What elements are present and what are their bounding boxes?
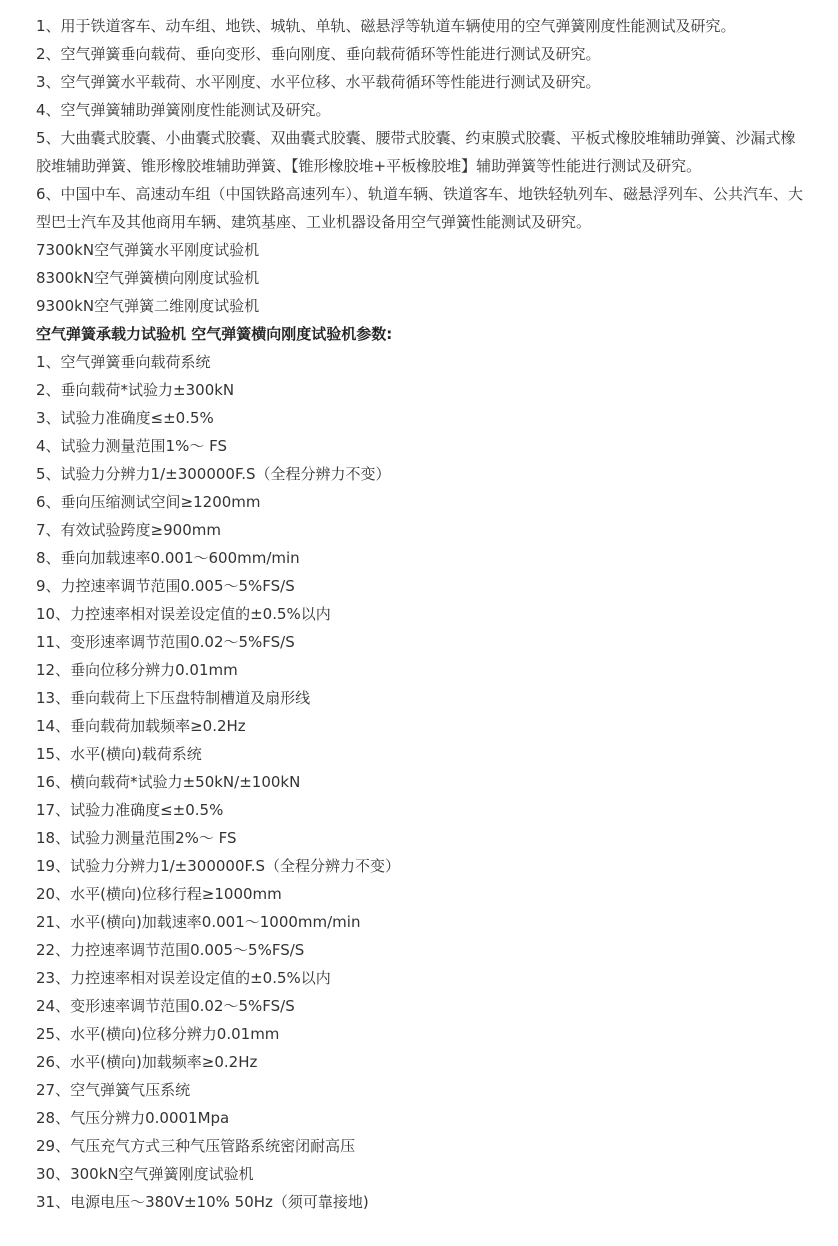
param-item: 14、垂向载荷加载频率≥0.2Hz	[36, 717, 246, 735]
param-item: 5、试验力分辨力1/±300000F.S（全程分辨力不变）	[36, 465, 391, 483]
param-item: 16、横向载荷*试验力±50kN/±100kN	[36, 773, 301, 791]
param-item: 7、有效试验跨度≥900mm	[36, 521, 221, 539]
param-item: 10、力控速率相对误差设定值的±0.5%以内	[36, 605, 331, 623]
param-item: 25、水平(横向)位移分辨力0.01mm	[36, 1025, 280, 1043]
param-item: 1、空气弹簧垂向载荷系统	[36, 353, 211, 371]
param-item: 27、空气弹簧气压系统	[36, 1081, 191, 1099]
param-item: 6、垂向压缩测试空间≥1200mm	[36, 493, 261, 511]
param-item: 4、试验力测量范围1%～ FS	[36, 437, 227, 455]
model-item: 9300kN空气弹簧二维刚度试验机	[36, 297, 260, 315]
param-item: 28、气压分辨力0.0001Mpa	[36, 1109, 230, 1127]
param-item: 26、水平(横向)加载频率≥0.2Hz	[36, 1053, 258, 1071]
intro-item: 6、中国中车、高速动车组（中国铁路高速列车）、轨道车辆、铁道客车、地铁轻轨列车、磁悬浮列车、公共汽车、大型巴士汽车及其他商用车辆、建筑基座、工业机器设备用空气弹簧性能测试及研究。	[36, 185, 804, 231]
param-item: 11、变形速率调节范围0.02～5%FS/S	[36, 633, 295, 651]
params-list	[36, 348, 810, 1216]
intro-item: 3、空气弹簧水平载荷、水平刚度、水平位移、水平载荷循环等性能进行测试及研究。	[36, 73, 601, 91]
param-item: 15、水平(横向)载荷系统	[36, 745, 202, 763]
param-item: 9、力控速率调节范围0.005～5%FS/S	[36, 577, 295, 595]
param-item: 22、力控速率调节范围0.005～5%FS/S	[36, 941, 305, 959]
model-item: 8300kN空气弹簧横向刚度试验机	[36, 269, 260, 287]
param-item: 3、试验力准确度≤±0.5%	[36, 409, 214, 427]
model-list	[36, 236, 810, 320]
param-item: 24、变形速率调节范围0.02～5%FS/S	[36, 997, 295, 1015]
param-item: 21、水平(横向)加载速率0.001～1000mm/min	[36, 913, 361, 931]
param-item: 13、垂向载荷上下压盘特制槽道及扇形线	[36, 689, 311, 707]
param-item: 19、试验力分辨力1/±300000F.S（全程分辨力不变）	[36, 857, 401, 875]
param-item: 29、气压充气方式三种气压管路系统密闭耐高压	[36, 1137, 356, 1155]
params-heading: 空气弹簧承载力试验机 空气弹簧横向刚度试验机参数:	[36, 325, 393, 343]
param-item: 2、垂向载荷*试验力±300kN	[36, 381, 235, 399]
param-item: 18、试验力测量范围2%～ FS	[36, 829, 237, 847]
param-item: 12、垂向位移分辨力0.01mm	[36, 661, 238, 679]
param-item: 31、电源电压～380V±10% 50Hz（须可靠接地)	[36, 1193, 369, 1211]
intro-list	[36, 12, 810, 236]
param-item: 17、试验力准确度≤±0.5%	[36, 801, 224, 819]
intro-item: 1、用于铁道客车、动车组、地铁、城轨、单轨、磁悬浮等轨道车辆使用的空气弹簧刚度性能测试及研究。	[36, 17, 736, 35]
intro-item: 5、大曲囊式胶囊、小曲囊式胶囊、双曲囊式胶囊、腰带式胶囊、约束膜式胶囊、平板式橡胶堆辅助弹簧、沙漏式橡胶堆辅助弹簧、锥形橡胶堆辅助弹簧、【锥形橡胶堆+平板橡胶堆】辅助弹簧等性能进行测试及研究。	[36, 129, 796, 175]
intro-item: 4、空气弹簧辅助弹簧刚度性能测试及研究。	[36, 101, 331, 119]
model-item: 7300kN空气弹簧水平刚度试验机	[36, 241, 260, 259]
param-item: 8、垂向加载速率0.001～600mm/min	[36, 549, 300, 567]
param-item: 30、300kN空气弹簧刚度试验机	[36, 1165, 254, 1183]
intro-item: 2、空气弹簧垂向载荷、垂向变形、垂向刚度、垂向载荷循环等性能进行测试及研究。	[36, 45, 601, 63]
param-item: 23、力控速率相对误差设定值的±0.5%以内	[36, 969, 331, 987]
param-item: 20、水平(横向)位移行程≥1000mm	[36, 885, 282, 903]
